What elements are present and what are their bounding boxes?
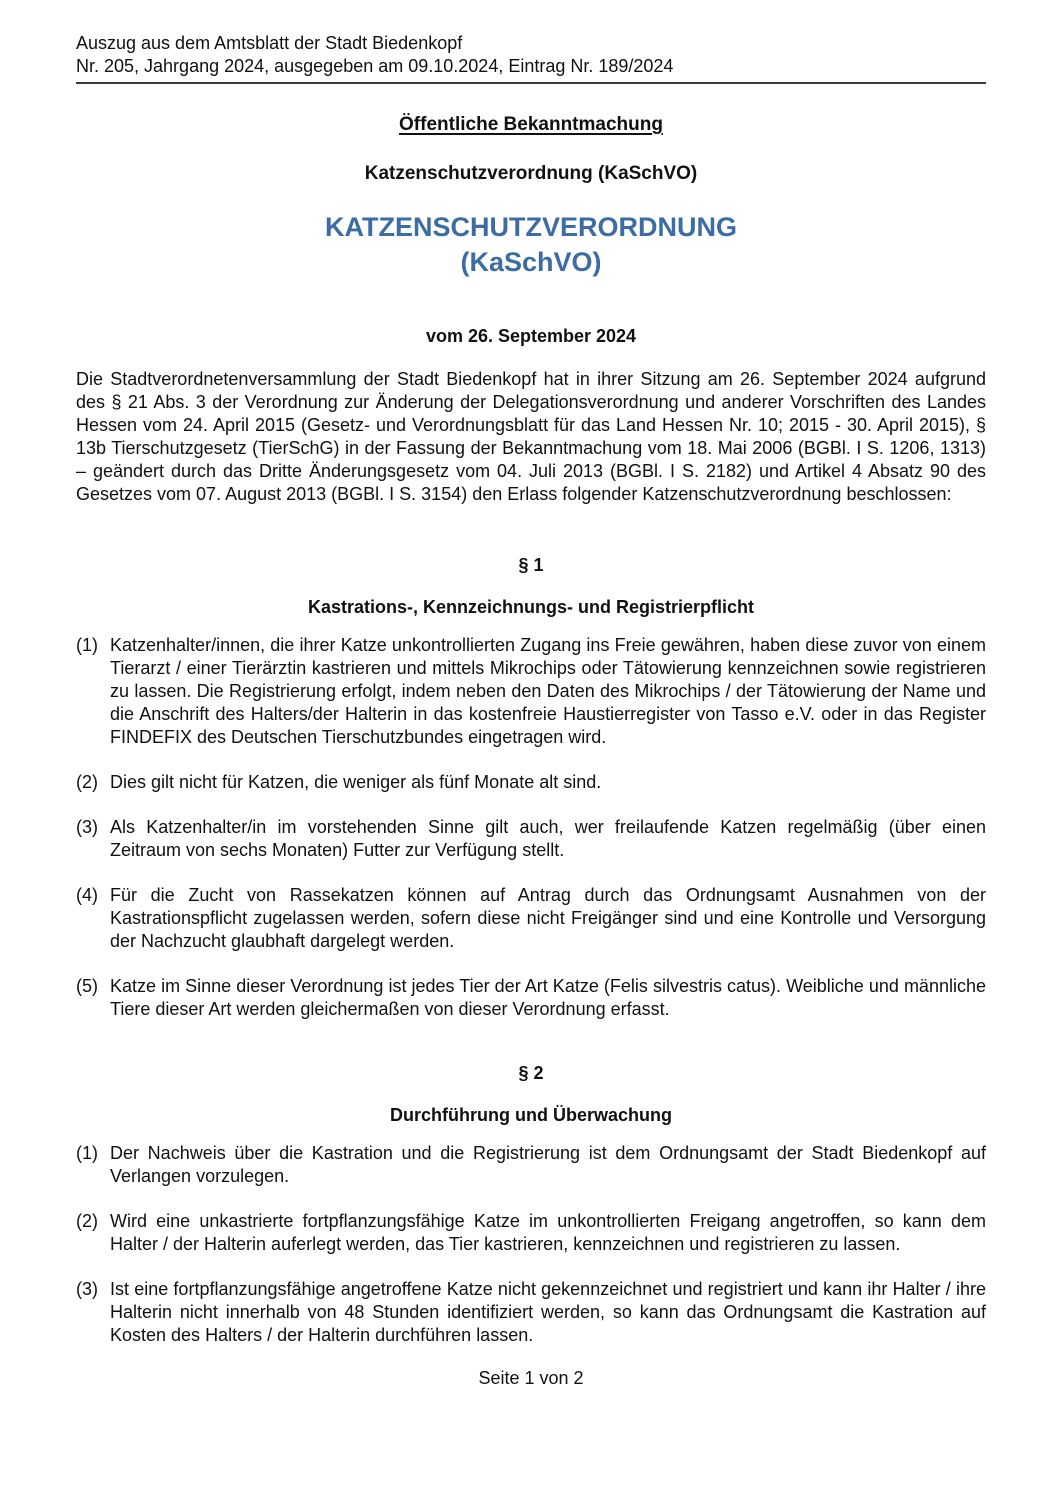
item-text: Katzenhalter/innen, die ihrer Katze unkontrollierten Zugang ins Freie gewähren, haben diese zuvor von einem Tierarzt / einer Tierärztin kastrieren und mittels Mikrochips oder Tätowierung kennzeichnen sowie registrieren zu lassen. Die Registrierung erfolgt, indem neben den Daten des Mikrochips / der Tätowierung der Name und die Anschrift des Halters/der Halterin in das kostenfreie Haustierregister von Tasso e.V. oder in das Register FINDEFIX des Deutschen Tierschutzbundes eingetragen wird. <box>110 635 986 747</box>
item-text: Als Katzenhalter/in im vorstehenden Sinne gilt auch, wer freilaufende Katzen regelmäßig (über einen Zeitraum von sechs Monaten) Futter zur Verfügung stellt. <box>110 817 986 860</box>
list-item <box>76 975 986 1021</box>
main-title-line-1: KATZENSCHUTZVERORDNUNG <box>325 212 737 242</box>
page-number: Seite 1 von 2 <box>478 1368 584 1388</box>
item-text: Der Nachweis über die Kastration und die Registrierung ist dem Ordnungsamt der Stadt Biedenkopf auf Verlangen vorzulegen. <box>110 1143 986 1186</box>
section-2-items <box>76 1142 986 1347</box>
item-marker: (2) <box>76 772 98 792</box>
list-item <box>76 816 986 862</box>
section-paragraph-2 <box>76 1062 986 1347</box>
section-2-number: § 2 <box>518 1063 544 1083</box>
item-text: Wird eine unkastrierte fortpflanzungsfähige Katze im unkontrollierten Freigang angetroffen, so kann dem Halter / der Halterin auferlegt werden, das Tier kastrieren, kennzeichnen und registrieren zu lassen. <box>110 1211 986 1254</box>
item-marker: (1) <box>76 1143 98 1163</box>
main-title-line-2: (KaSchVO) <box>460 247 602 277</box>
item-marker: (5) <box>76 976 98 996</box>
list-item <box>76 771 986 794</box>
section-2-title: Durchführung und Überwachung <box>390 1105 672 1125</box>
item-marker: (3) <box>76 1279 98 1299</box>
section-1-title: Kastrations-, Kennzeichnungs- und Registrierpflicht <box>307 597 755 617</box>
item-marker: (1) <box>76 635 98 655</box>
item-marker: (4) <box>76 885 98 905</box>
list-item <box>76 1278 986 1347</box>
item-marker: (3) <box>76 817 98 837</box>
gazette-header-line-1: Auszug aus dem Amtsblatt der Stadt Biedenkopf <box>76 33 463 53</box>
gazette-header <box>76 32 986 84</box>
intro-paragraph: Die Stadtverordnetenversammlung der Stadt Biedenkopf hat in ihrer Sitzung am 26. September 2024 aufgrund des § 21 Abs. 3 der Verordnung zur Änderung der Delegationsverordnung und anderer Vorschriften des Landes Hessen vom 24. April 2015 (Gesetz- und Verordnungsblatt für das Land Hessen Nr. 10; 2015 - 30. April 2015), § 13b Tierschutzgesetz (TierSchG) in der Fassung der Bekanntmachung vom 18. Mai 2006 (BGBl. I S. 1206, 1313) – geändert durch das Dritte Änderungsgesetz vom 04. Juli 2013 (BGBl. I S. 2182) und Artikel 4 Absatz 90 des Gesetzes vom 07. August 2013 (BGBl. I S. 3154) den Erlass folgender Katzenschutzverordnung beschlossen: <box>76 369 986 504</box>
item-text: Dies gilt nicht für Katzen, die weniger als fünf Monate alt sind. <box>110 772 602 792</box>
announcement-heading: Öffentliche Bekanntmachung <box>399 114 663 135</box>
gazette-header-line-2: Nr. 205, Jahrgang 2024, ausgegeben am 09.10.2024, Eintrag Nr. 189/2024 <box>76 56 674 76</box>
item-text: Katze im Sinne dieser Verordnung ist jedes Tier der Art Katze (Felis silvestris catus). Weibliche und männliche Tiere dieser Art werden gleichermaßen von dieser Verordnung erfasst. <box>110 976 986 1019</box>
list-item <box>76 634 986 749</box>
section-1-number: § 1 <box>518 555 544 575</box>
date-line: vom 26. September 2024 <box>425 326 637 346</box>
item-text: Für die Zucht von Rassekatzen können auf Antrag durch das Ordnungsamt Ausnahmen von der Kastrationspflicht zugelassen werden, sofern diese nicht Freigänger sind und eine Kontrolle und Versorgung der Nachzucht glaubhaft dargelegt werden. <box>110 885 986 951</box>
list-item <box>76 1210 986 1256</box>
main-title <box>76 210 986 280</box>
section-1-items <box>76 634 986 1021</box>
section-paragraph-1 <box>76 554 986 1021</box>
item-text: Ist eine fortpflanzungsfähige angetroffene Katze nicht gekennzeichnet und registriert und kann ihr Halter / ihre Halterin nicht innerhalb von 48 Stunden identifiziert werden, so kann das Ordnungsamt die Kastration auf Kosten des Halters / der Halterin durchführen lassen. <box>110 1279 986 1345</box>
list-item <box>76 1142 986 1188</box>
item-marker: (2) <box>76 1211 98 1231</box>
ordinance-subtitle: Katzenschutzverordnung (KaSchVO) <box>364 163 698 184</box>
list-item <box>76 884 986 953</box>
